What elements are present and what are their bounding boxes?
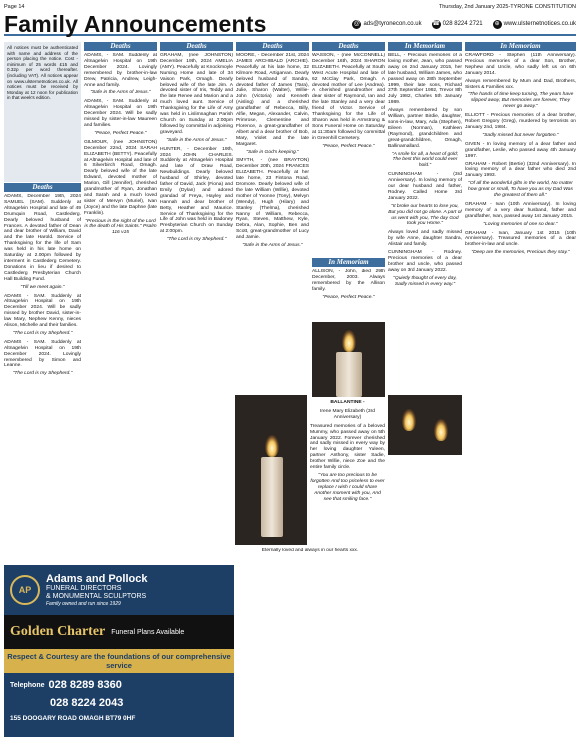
notice-verse: "Safe in the Arms of Jesus." bbox=[90, 90, 151, 96]
notice-verse: "Precious in the sight of the Lord is the death of His Saints." Psalm 116 v15 bbox=[84, 218, 157, 236]
ad-line-2: FUNERAL DIRECTORS bbox=[46, 585, 122, 592]
notice-text: ALLISON, - John, died 29th December, 2003. Always remembered by the Allison family. bbox=[312, 269, 385, 292]
ad-line-3: & MONUMENTAL SCULPTORS bbox=[46, 593, 147, 600]
notice-text: GIVEN - In loving memory of a dear father and grandfather, Leslie, who passed away 4th January 1997. bbox=[465, 141, 576, 159]
deaths-column-4 bbox=[236, 53, 309, 393]
notice-verse: "Peace, Perfect Peace." bbox=[94, 130, 147, 136]
candle-body bbox=[336, 352, 362, 397]
deaths-header-col3: Deaths bbox=[160, 42, 233, 51]
candle-photo-left bbox=[235, 395, 307, 545]
notice-text: Always remembered by Mum and Dad, Brothers, Sisters & Families xxx. bbox=[465, 78, 576, 90]
ad-banner: Respect & Courtesy are the foundations of our comprehensive service bbox=[4, 649, 234, 673]
notice-text: MOORE, - December 21st, 2024 JAMES ARCHIBALD (ARCHIE). Peacefully at his late home, 32 Kilmore Road, Artigarvan. Dearly beloved husband of Sandra, devoted father of James (Tara), Julie, Sharon (Walter), Willie-John (Victoria) and Kenneth (Aisling) and a cherished grandfather of Rebecca, Billy, Alfie, Megan, Alexander, Calvin, Primrose, Clementine and Florence, a great-grandfather of Albert and a dear brother of Bob, Mary, Violet and the late Margaret. bbox=[236, 53, 309, 147]
notice-verse: "Peace, Perfect Peace." bbox=[322, 294, 375, 300]
notice-verse: "Loving memories of one so dear." bbox=[483, 221, 558, 227]
notice-verse: "Deep are the memories, Precious they stay." bbox=[471, 250, 570, 256]
ad-phone-label: Telephone bbox=[10, 681, 45, 689]
notice-verse: "The Lord is my Shepherd." bbox=[166, 237, 227, 243]
inmem-column-5 bbox=[312, 269, 385, 319]
notice-verse: "The Lord is my Shepherd." bbox=[12, 330, 73, 336]
title-bar bbox=[4, 11, 576, 36]
notice-verse: "A smile for all, a heart of gold; The best this world could ever hold." bbox=[391, 151, 459, 169]
notice-verse: "The hands of time keep turning, The years have slipped away, But memories are forever, They never go away." bbox=[467, 92, 574, 110]
deaths-header-col4: Deaths bbox=[236, 42, 309, 51]
ad-phone-1[interactable]: 028 8289 8360 bbox=[48, 679, 122, 691]
notice-text: ADAMS, - SAM. Suddenly at Altnagelvin Hospital on 19th December 2024. Lovingly remembered by brother-in-law Drew, Patricia, Andrew, Leigh-Anne and family. bbox=[84, 53, 157, 88]
notice-verse: "Peace, Perfect Peace." bbox=[322, 143, 375, 149]
deaths-column-1 bbox=[4, 194, 81, 562]
issue-date: Thursday, 2nd January 2025-TYRONE CONSTITUTION bbox=[438, 3, 576, 10]
inmem-header-col6: In Memoriam bbox=[388, 42, 462, 51]
notice-verse: "Safe in the Arms of Jesus." bbox=[242, 243, 303, 249]
ad-address: 155 DOOGARY ROAD OMAGH BT79 0HF bbox=[10, 715, 136, 722]
notice-text: ELLIOTT - Precious memories of a dear brother, Robert Gregory (Greg), murdered by terrorists on January 2nd, 1984. bbox=[465, 113, 576, 130]
ad-phones bbox=[4, 673, 234, 697]
inmem-column-7 bbox=[465, 53, 576, 733]
inmem-header-col7: In Memoriam bbox=[465, 42, 576, 51]
ad-firm-name: Adams and Pollock bbox=[46, 573, 148, 585]
notice-text: ADAMS - SAM. Suddenly at Altnagelvin Hospital on 19th December 2024. Will be sadly missed by brother David, sister-in-law Mary, Nephew Kenny, nieces Alison, Michelle and their families. bbox=[4, 293, 81, 329]
contact-strip bbox=[352, 20, 576, 29]
notice-verse: "Quietly thought of every day, Sadly missed in every way." bbox=[393, 275, 457, 287]
deaths-column-5 bbox=[312, 53, 385, 253]
notice-text: CRAWFORD - Stephen (11th Anniversary). Precious memories of a dear Son, Brother, Nephew and Uncle, who sadly left us on 6th January 2014. bbox=[465, 53, 576, 76]
notice-verse: "Sadly missed but never forgotten." bbox=[482, 132, 559, 138]
email-icon: @ bbox=[353, 21, 360, 27]
candle-flame bbox=[342, 330, 356, 352]
notice-text: GILMOUR, (nee JOHNSTON) December 22nd, 2024 SARAH ELIZABETH (BETTY). Peacefully at Altnagelvin Hospital and late of 6 Silverbirch Road, Omagh. Dearly beloved wife of the late Edward, devoted mother of Marion, Gill (Jennifer), cherished grandmother of Ryan, Jonathan and Sarah and a much loved sister of Mervyn (Muriel), Ivan (Joyce) and the late Daphne (late Franklin). bbox=[84, 139, 157, 216]
notice-text: ADAMS, December 19th, 2024 SAMUEL (SAM). Suddenly at Altnagelvin Hospital and late of 49 Drumquin Road, Castlederg. Dearly beloved husband of Frances. A devoted father of Dean and dear brother of William, David and the late Harold. Service of Thanksgiving for the life of Sam was held in his late home on Saturday at 2.00pm followed by interment in Castlederg Cemetery. Donations in lieu if desired to Castlederg Presbyterian Church Hall Building Fund. bbox=[4, 194, 81, 282]
golden-charter-sub: Funeral Plans Available bbox=[111, 628, 185, 636]
ad-top bbox=[4, 565, 234, 615]
candle-photo-ballantine bbox=[312, 322, 385, 397]
inmem-header-col5: In Memoriam bbox=[312, 258, 385, 267]
globe-icon: ⊕ bbox=[494, 21, 500, 27]
candle-photo-right bbox=[388, 395, 462, 455]
notice-text: ADAMS, - SAM. Suddenly at Altnagelvin Hospital on 19th December 2024. Will be sadly missed by sister-in-law Maureen and families. bbox=[84, 99, 157, 128]
deaths-header-col5: Deaths bbox=[312, 42, 385, 51]
notice-text: Always loved and sadly missed by wife Anne, daughter Sandra, Alistair and family. bbox=[388, 230, 462, 248]
ap-logo-icon: AP bbox=[10, 575, 40, 605]
notice-text: GRAHAM - Robert (Bertie) (32nd Anniversary). In loving memory of a dear father who died 2nd January 1993. bbox=[465, 161, 576, 179]
notice-text: Always remembered by son William, partner Birdie, daughter, sons-in-law, Mary, Ada (Stephen), Eileen (Norman), Kathleen (Raymond), grandchildren and great-grandchildren, Omagh, Ballinamallard. bbox=[388, 108, 462, 149]
page-topbar bbox=[4, 2, 576, 11]
ad-since: Family owned and run since 1929 bbox=[46, 601, 121, 607]
email-contact[interactable]: @ ads@tyronecon.co.uk bbox=[353, 21, 422, 27]
notice-text: HUNTER, - December 19th, 2024 JOHN CHARLES. Suddenly at Altnagelvin Hospital and late of Draw Road, Newbuildings. Dearly beloved husband of Shirley, devoted father of David, Jack (Fiona) and Emily (Dylan) and adored grandad of Freya, Hayley and Hannah and dear brother of Betty, Heather and Maurice. Service of Thanksgiving for the Life of John was held in Badoney Presbyterian Church on Sunday at 2:00pm. bbox=[160, 146, 233, 235]
notice-verse: "Safe in God's keeping." bbox=[246, 149, 299, 155]
ballantine-notice: BALLANTINE - Irene Mary Elizabeth (3rd Anniversary) Treasured memories of a beloved Mummy, who passed away on 5th January 2022. Forever cherished and sadly missed in every way by her loving daughter Yuleen, partner Anthony, sister Sadie, brother Willie, niece Zoe and the entire family circle. "You are too precious to be forgotten And too priceless to ever replace I wish I could share Another moment with you, And see that smiling face." bbox=[310, 400, 385, 502]
deaths-column-2 bbox=[84, 53, 157, 561]
deaths-column-3 bbox=[160, 53, 233, 561]
notice-text: CUNNINGHAM - Rodney. Precious memories of a dear brother and uncle, who passed away on 3rd January 2022. bbox=[388, 250, 462, 273]
notice-verse: "Till we meet again." bbox=[20, 284, 65, 290]
notice-text: GRAHAM, (nee JOHNSTON) December 19th, 2024 AMELIA (AMY). Peacefully at Knockmoyle Nursing Home and late of 34 Vaison Park, Omagh. Dearly beloved wife of the late Jim. A devoted sister of Iris, Teddy and the late Renee and Marion and a much loved aunt. Service of Thanksgiving for the Life of Amy was held in Lislimnaghan Parish Church on Sunday at 2:00pm followed by committal in adjoining graveyard. bbox=[160, 53, 233, 135]
notice-text: GRAHAM - Ivan (10th Anniversary). In loving memory of a very dear husband, father and grandfather, Ivan, passed away 1st January 2015. bbox=[465, 201, 576, 219]
notice-text: GRAHAM - Ivan, January 1st 2015 (10th Anniversary). Treasured memories of a dear brother-in-law and uncle. bbox=[465, 230, 576, 248]
ad-phones-2 bbox=[4, 697, 234, 715]
notice-text: SMYTH, - (nee BRAYTON) December 20th, 2024 FRANCES ELIZABETH. Peacefully at her late home, 23 Fintona Road, Dromore. Dearly beloved wife of the late William (Willie), devoted mother of Yvonne (Tony), Melvyn (Wendy), Hugh (Hilary) and Stanley (Thelma), cherished Nanny of William, Rebecca, Ryan, Steven, Matthew, Kyle, Debra, Alan, Sophie, Ben and Scott, great-grandmother of Lucy and Jamie. bbox=[236, 158, 309, 241]
page-number: Page 14 bbox=[4, 3, 25, 10]
notice-text: WASSON, - (nee McCONNELL) December 16th, 2024 SHARON ELIZABETH. Peacefully at South West Acute Hospital and late of 62 McClay Park, Omagh. A devoted mother of Lee (Andrea). A cherished grandmother and dear sister of Raymond, Ian and the late Stanley and a very dear friend of Victor. Service of Thanksgiving for the Life of Sharon was held in Armstrong & Sons Funeral Home on Saturday at 11:30am followed by committal in Greenhill Cemetery. bbox=[312, 53, 385, 141]
phone-icon: ☎ bbox=[432, 21, 440, 27]
ad-phone-2[interactable]: 028 8224 2043 bbox=[50, 697, 124, 709]
phone-contact[interactable]: ☎ 028 8224 2721 bbox=[432, 21, 483, 27]
inmem-column-6 bbox=[388, 53, 462, 653]
notice-text: BELL, - Precious memories of a loving mother, Jean, who passed away on 2nd January 2015, her late husband, William James, who passed away on 28th September 1999, their late sons, Richard 27th September 1992, Trevor 8th July 1982, Charles 5th January 1989. bbox=[388, 53, 462, 106]
page-title: Family Announcements bbox=[4, 11, 267, 37]
deaths-header-col2: Deaths bbox=[84, 42, 157, 51]
candle-flame bbox=[265, 435, 279, 457]
deaths-header-col1: Deaths bbox=[4, 183, 81, 192]
golden-charter-brand: Golden Charter bbox=[10, 624, 106, 639]
notice-text: ADAMS - SAM. Suddenly at Altnagelvin Hospital on 19th December 2024. Lovingly remembered by Simon and Leanne. bbox=[4, 339, 81, 369]
ballantine-footer: Eternally loved and always in our hearts xxx. bbox=[261, 548, 359, 553]
notice-text: CUNNINGHAM - (3rd Anniversary). In loving memory of our dear husband and father, Rodney. Called Home 3rd January 2022. bbox=[388, 172, 462, 201]
notice-verse: "It broke our hearts to lose you, But you did not go alone. A part of us went with you, The day God took you Home." bbox=[388, 203, 462, 227]
candle-body bbox=[261, 457, 283, 537]
notice-box: All notices must be authenticated with name and address of the person placing the notice. Cost - minimum of 25 words £15 and 0.32p per word thereafter. (including VAT). All notices appear on www.ulsternetnotices.co.uk. All notices must be received by Monday at 12 noon for publication in that week's edition. bbox=[4, 42, 81, 182]
web-contact[interactable]: ⊕ www.ulsternetnotices.co.uk bbox=[494, 21, 576, 27]
golden-charter-strip bbox=[4, 615, 234, 649]
funeral-director-ad bbox=[4, 565, 234, 737]
notice-verse: "Of all the wonderful gifts in the world, No matter how great or small, To have you as my Dad Was the greatest of them all." bbox=[468, 181, 573, 199]
notice-verse: "The Lord is my Shepherd." bbox=[12, 371, 73, 377]
candle-flame bbox=[434, 419, 448, 441]
notice-verse: "Safe in the Arms of Jesus." bbox=[166, 137, 227, 143]
candle-flame bbox=[402, 409, 416, 431]
